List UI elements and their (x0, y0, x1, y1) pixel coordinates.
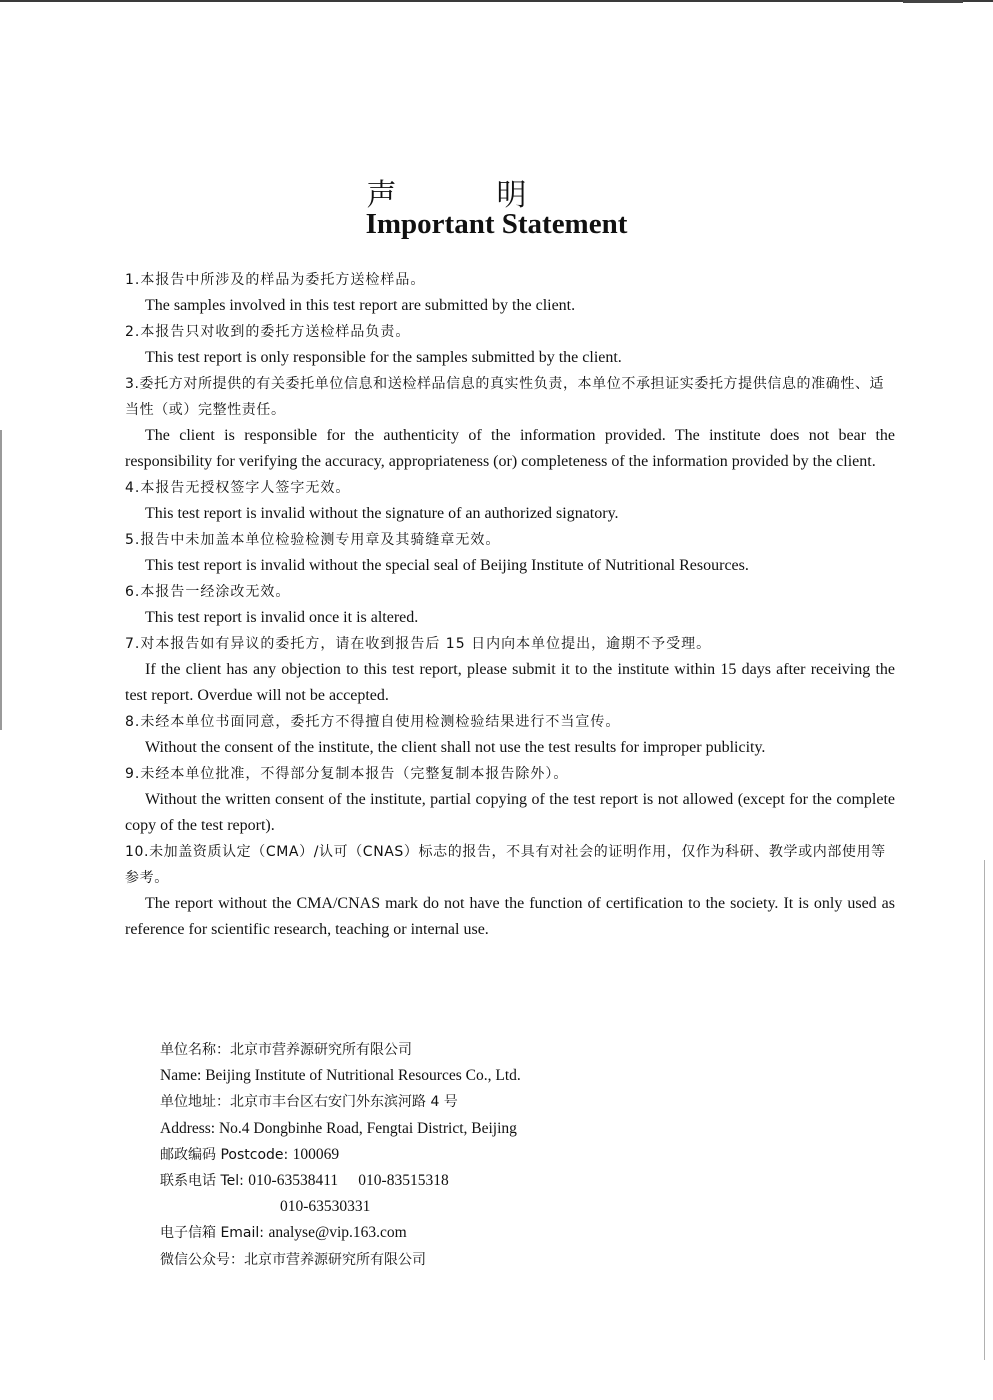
statement-item-3 (125, 371, 895, 475)
scan-border-right (984, 860, 985, 1360)
email-label: 电子信箱 Email: (160, 1225, 269, 1242)
statement-en: Without the written consent of the institute, partial copying of the test report is not allowed (except for the complete copy of the test report). (125, 791, 895, 834)
tel-number-2: 010-83515318 (358, 1171, 449, 1189)
tel-number-3: 010-63530331 (280, 1198, 371, 1216)
statement-cn: 1.本报告中所涉及的样品为委托方送检样品。 (125, 272, 426, 288)
company-name-cn: 单位名称：北京市营养源研究所有限公司 (160, 1042, 412, 1058)
statement-en: The samples involved in this test report are submitted by the client. (145, 297, 576, 314)
statement-en: The report without the CMA/CNAS mark do not have the function of certification to the society. It is only used as reference for scientific research, teaching or internal use. (125, 895, 895, 938)
postcode-value: 100069 (292, 1145, 340, 1163)
scan-mark (903, 0, 963, 3)
tel-row (160, 1168, 760, 1194)
statement-item-6 (125, 579, 895, 631)
email-value: analyse@vip.163.com (268, 1224, 407, 1242)
statement-en: This test report is invalid without the special seal of Beijing Institute of Nutritional Resources. (145, 557, 749, 574)
statement-item-9 (125, 761, 895, 839)
tel-row-2 (160, 1194, 760, 1220)
wechat-account: 微信公众号：北京市营养源研究所有限公司 (160, 1251, 426, 1268)
postcode-label: 邮政编码 Postcode: (160, 1146, 293, 1163)
company-name-en: Name: Beijing Institute of Nutritional Resources Co., Ltd. (160, 1067, 521, 1085)
statement-cn: 2.本报告只对收到的委托方送检样品负责。 (125, 324, 411, 340)
statement-en: This test report is invalid once it is altered. (145, 609, 419, 626)
statement-cn: 6.本报告一经涂改无效。 (125, 584, 291, 600)
company-address-en: Address: No.4 Dongbinhe Road, Fengtai District, Beijing (160, 1119, 517, 1137)
statement-cn: 7.对本报告如有异议的委托方，请在收到报告后 15 日内向本单位提出，逾期不予受理。 (125, 636, 712, 652)
statement-item-5 (125, 527, 895, 579)
title-en: Important Statement (365, 208, 628, 240)
statement-en: This test report is invalid without the signature of an authorized signatory. (145, 505, 619, 522)
statement-item-2 (125, 319, 895, 371)
statement-cn: 4.本报告无授权签字人签字无效。 (125, 480, 351, 496)
statement-cn: 10.未加盖资质认定（CMA）/认可（CNAS）标志的报告，不具有对社会的证明作用，仅作为科研、教学或内部使用等参考。 (125, 844, 886, 886)
statement-en: This test report is only responsible for the samples submitted by the client. (145, 349, 622, 366)
title-cn: 声明 (366, 178, 627, 213)
statement-cn: 3.委托方对所提供的有关委托单位信息和送检样品信息的真实性负责，本单位不承担证实委托方提供信息的准确性、适当性（或）完整性责任。 (125, 376, 885, 418)
scan-border-left (0, 430, 2, 730)
statement-en: If the client has any objection to this test report, please submit it to the institute within 15 days after receiving the test report. Overdue will not be accepted. (125, 661, 895, 704)
statement-list (125, 267, 895, 943)
postcode-row (160, 1142, 760, 1168)
statement-cn: 9.未经本单位批准，不得部分复制本报告（完整复制本报告除外）。 (125, 766, 569, 782)
scan-border-top (0, 0, 993, 2)
statement-cn: 5.报告中未加盖本单位检验检测专用章及其骑缝章无效。 (125, 532, 501, 548)
statement-item-7 (125, 631, 895, 709)
statement-en: The client is responsible for the authenticity of the information provided. The institute does not bear the responsibility for verifying the accuracy, appropriateness (or) completeness of the information provided by the client. (125, 427, 895, 470)
tel-label: 联系电话 Tel: (160, 1172, 249, 1189)
tel-number-1: 010-63538411 (248, 1171, 339, 1189)
statement-item-8 (125, 709, 895, 761)
company-address-cn: 单位地址：北京市丰台区右安门外东滨河路 4 号 (160, 1094, 458, 1111)
statement-item-1 (125, 267, 895, 319)
statement-cn: 8.未经本单位书面同意，委托方不得擅自使用检测检验结果进行不当宣传。 (125, 714, 621, 730)
statement-item-4 (125, 475, 895, 527)
statement-item-10 (125, 839, 895, 943)
email-row (160, 1220, 760, 1246)
statement-en: Without the consent of the institute, the client shall not use the test results for improper publicity. (145, 739, 766, 756)
contact-block (160, 1037, 760, 1273)
